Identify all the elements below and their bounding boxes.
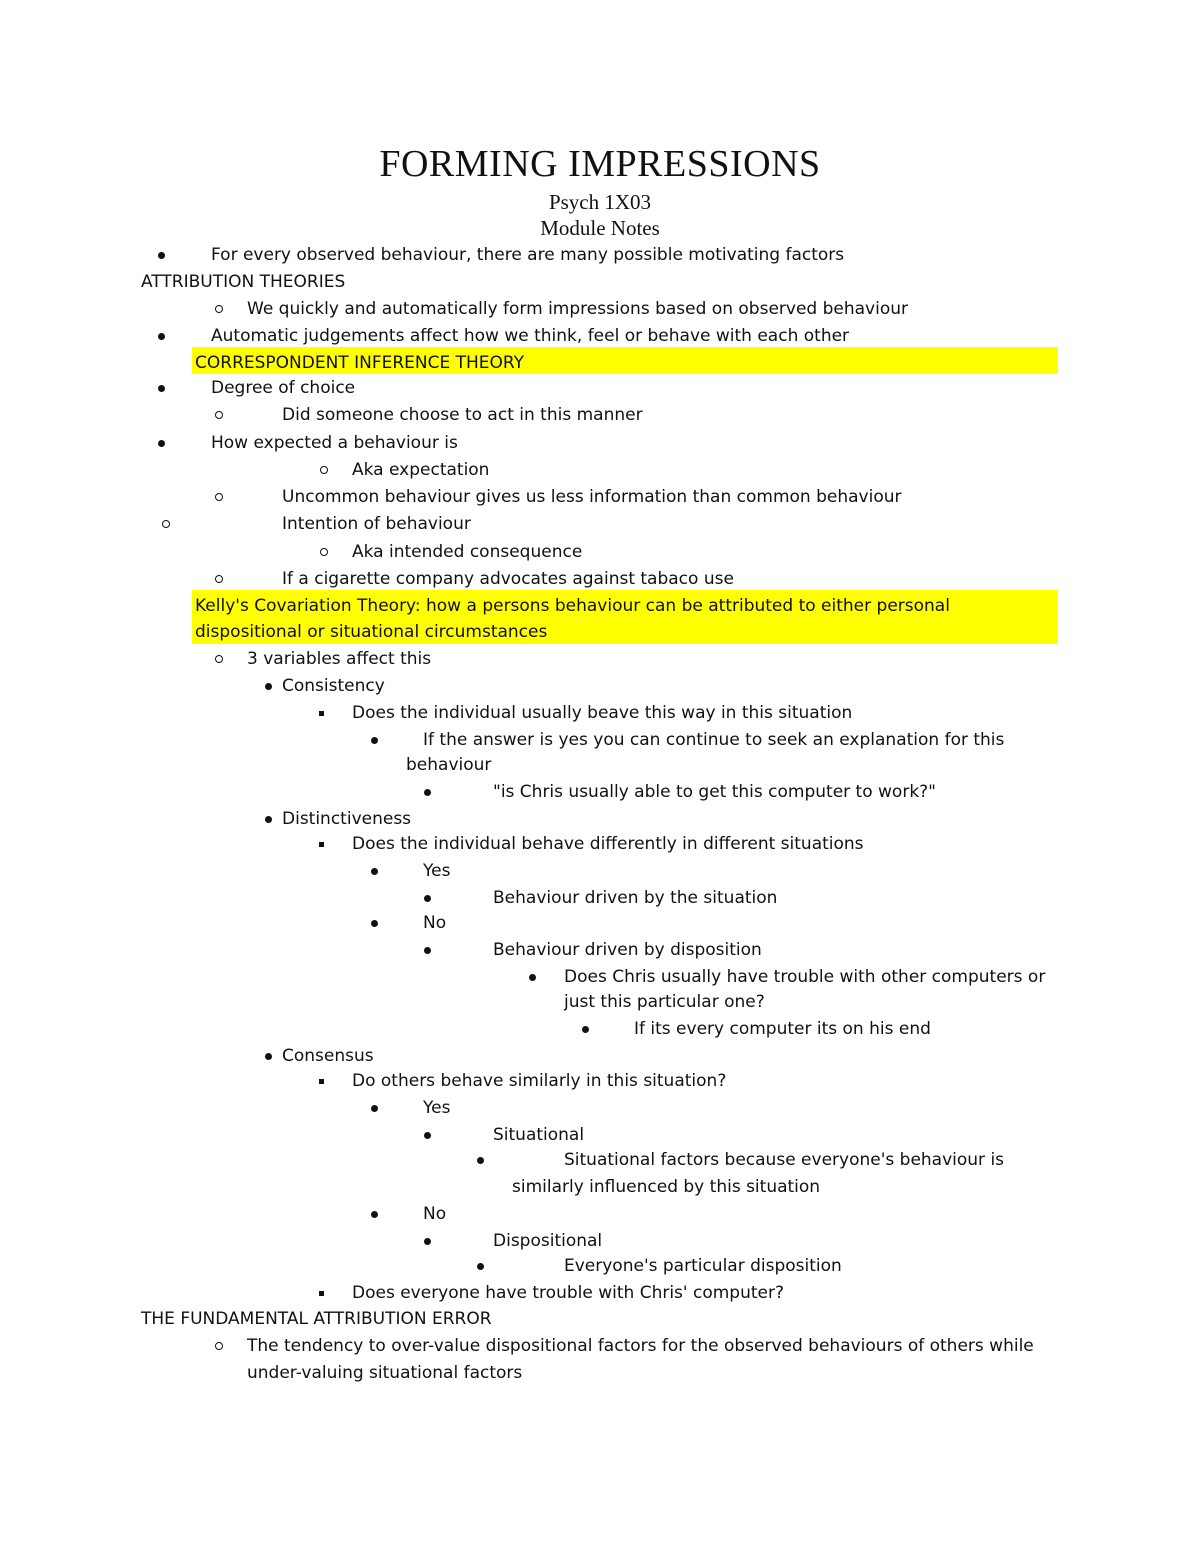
bullet-disc-icon xyxy=(371,920,378,927)
bullet-disc-icon xyxy=(265,1053,272,1060)
note-line: Aka expectation xyxy=(352,460,490,480)
bullet-disc-icon xyxy=(371,737,378,744)
note-line: Does the individual behave differently in different situations xyxy=(352,834,864,854)
note-line: No xyxy=(423,1204,447,1224)
course-code: Psych 1X03 xyxy=(548,190,652,214)
bullet-disc-icon xyxy=(529,974,536,981)
note-line: "is Chris usually able to get this computer to work?" xyxy=(493,782,937,802)
note-line: If a cigarette company advocates against tabaco use xyxy=(282,569,734,589)
note-line: Situational factors because everyone's behaviour is xyxy=(564,1150,1005,1170)
note-line: Did someone choose to act in this manner xyxy=(282,405,643,425)
bullet-disc-icon xyxy=(265,683,272,690)
note-line: Consistency xyxy=(282,676,385,696)
note-line: Situational xyxy=(493,1125,585,1145)
document-subtitle: Module Notes xyxy=(540,216,660,240)
note-line: Degree of choice xyxy=(211,378,356,398)
note-line: Behaviour driven by the situation xyxy=(493,888,778,908)
note-line: Yes xyxy=(423,1098,451,1118)
bullet-disc-icon xyxy=(424,1238,431,1245)
bullet-square-icon xyxy=(319,711,324,716)
bullet-disc-icon xyxy=(477,1263,484,1270)
bullet-circle-icon xyxy=(215,1342,223,1350)
bullet-circle-icon xyxy=(215,575,223,583)
note-line: No xyxy=(423,913,447,933)
note-line: Uncommon behaviour gives us less information than common behaviour xyxy=(282,487,902,507)
bullet-disc-icon xyxy=(424,947,431,954)
note-line: How expected a behaviour is xyxy=(211,433,458,453)
note-line: Dispositional xyxy=(493,1231,603,1251)
note-line: The tendency to over-value dispositional factors for the observed behaviours of others while xyxy=(247,1336,1034,1356)
bullet-disc-icon xyxy=(158,385,165,392)
bullet-disc-icon xyxy=(424,789,431,796)
note-line: Does the individual usually beave this way in this situation xyxy=(352,703,853,723)
note-line: Does Chris usually have trouble with other computers or xyxy=(564,967,1046,987)
highlighted-heading-line: Kelly's Covariation Theory: how a persons behaviour can be attributed to either personal xyxy=(195,596,950,616)
note-line: similarly influenced by this situation xyxy=(512,1177,821,1197)
bullet-circle-icon xyxy=(215,655,223,663)
note-line: ATTRIBUTION THEORIES xyxy=(141,272,346,292)
bullet-circle-icon xyxy=(320,548,328,556)
note-line: just this particular one? xyxy=(564,992,765,1012)
bullet-disc-icon xyxy=(371,868,378,875)
note-line: Distinctiveness xyxy=(282,809,412,829)
note-line: Automatic judgements affect how we think, feel or behave with each other xyxy=(211,326,850,346)
note-line: We quickly and automatically form impressions based on observed behaviour xyxy=(247,299,908,319)
bullet-disc-icon xyxy=(158,333,165,340)
highlighted-heading-line: CORRESPONDENT INFERENCE THEORY xyxy=(195,353,525,373)
note-line: Does everyone have trouble with Chris' computer? xyxy=(352,1283,784,1303)
note-line: 3 variables affect this xyxy=(247,649,432,669)
note-line: Yes xyxy=(423,861,451,881)
bullet-circle-icon xyxy=(215,411,223,419)
bullet-disc-icon xyxy=(158,440,165,447)
bullet-disc-icon xyxy=(158,252,165,259)
bullet-disc-icon xyxy=(371,1105,378,1112)
bullet-circle-icon xyxy=(215,305,223,313)
document-title: FORMING IMPRESSIONS xyxy=(379,143,821,185)
note-line: If the answer is yes you can continue to seek an explanation for this xyxy=(423,730,1005,750)
bullet-disc-icon xyxy=(371,1211,378,1218)
bullet-square-icon xyxy=(319,842,324,847)
note-line: Behaviour driven by disposition xyxy=(493,940,762,960)
highlighted-heading-line: dispositional or situational circumstances xyxy=(195,622,548,642)
bullet-disc-icon xyxy=(582,1026,589,1033)
bullet-circle-icon xyxy=(215,493,223,501)
note-line: Do others behave similarly in this situation? xyxy=(352,1071,727,1091)
note-line: behaviour xyxy=(406,755,492,775)
note-line: Aka intended consequence xyxy=(352,542,583,562)
note-line: THE FUNDAMENTAL ATTRIBUTION ERROR xyxy=(141,1309,492,1329)
note-line: under-valuing situational factors xyxy=(247,1363,523,1383)
note-line: Everyone's particular disposition xyxy=(564,1256,842,1276)
bullet-disc-icon xyxy=(477,1157,484,1164)
bullet-disc-icon xyxy=(424,895,431,902)
note-line: For every observed behaviour, there are many possible motivating factors xyxy=(211,245,845,265)
note-line: Consensus xyxy=(282,1046,374,1066)
bullet-disc-icon xyxy=(265,816,272,823)
bullet-square-icon xyxy=(319,1291,324,1296)
bullet-circle-icon xyxy=(320,466,328,474)
note-line: Intention of behaviour xyxy=(282,514,471,534)
note-line: If its every computer its on his end xyxy=(634,1019,931,1039)
bullet-square-icon xyxy=(319,1079,324,1084)
bullet-disc-icon xyxy=(424,1132,431,1139)
bullet-circle-icon xyxy=(162,520,170,528)
